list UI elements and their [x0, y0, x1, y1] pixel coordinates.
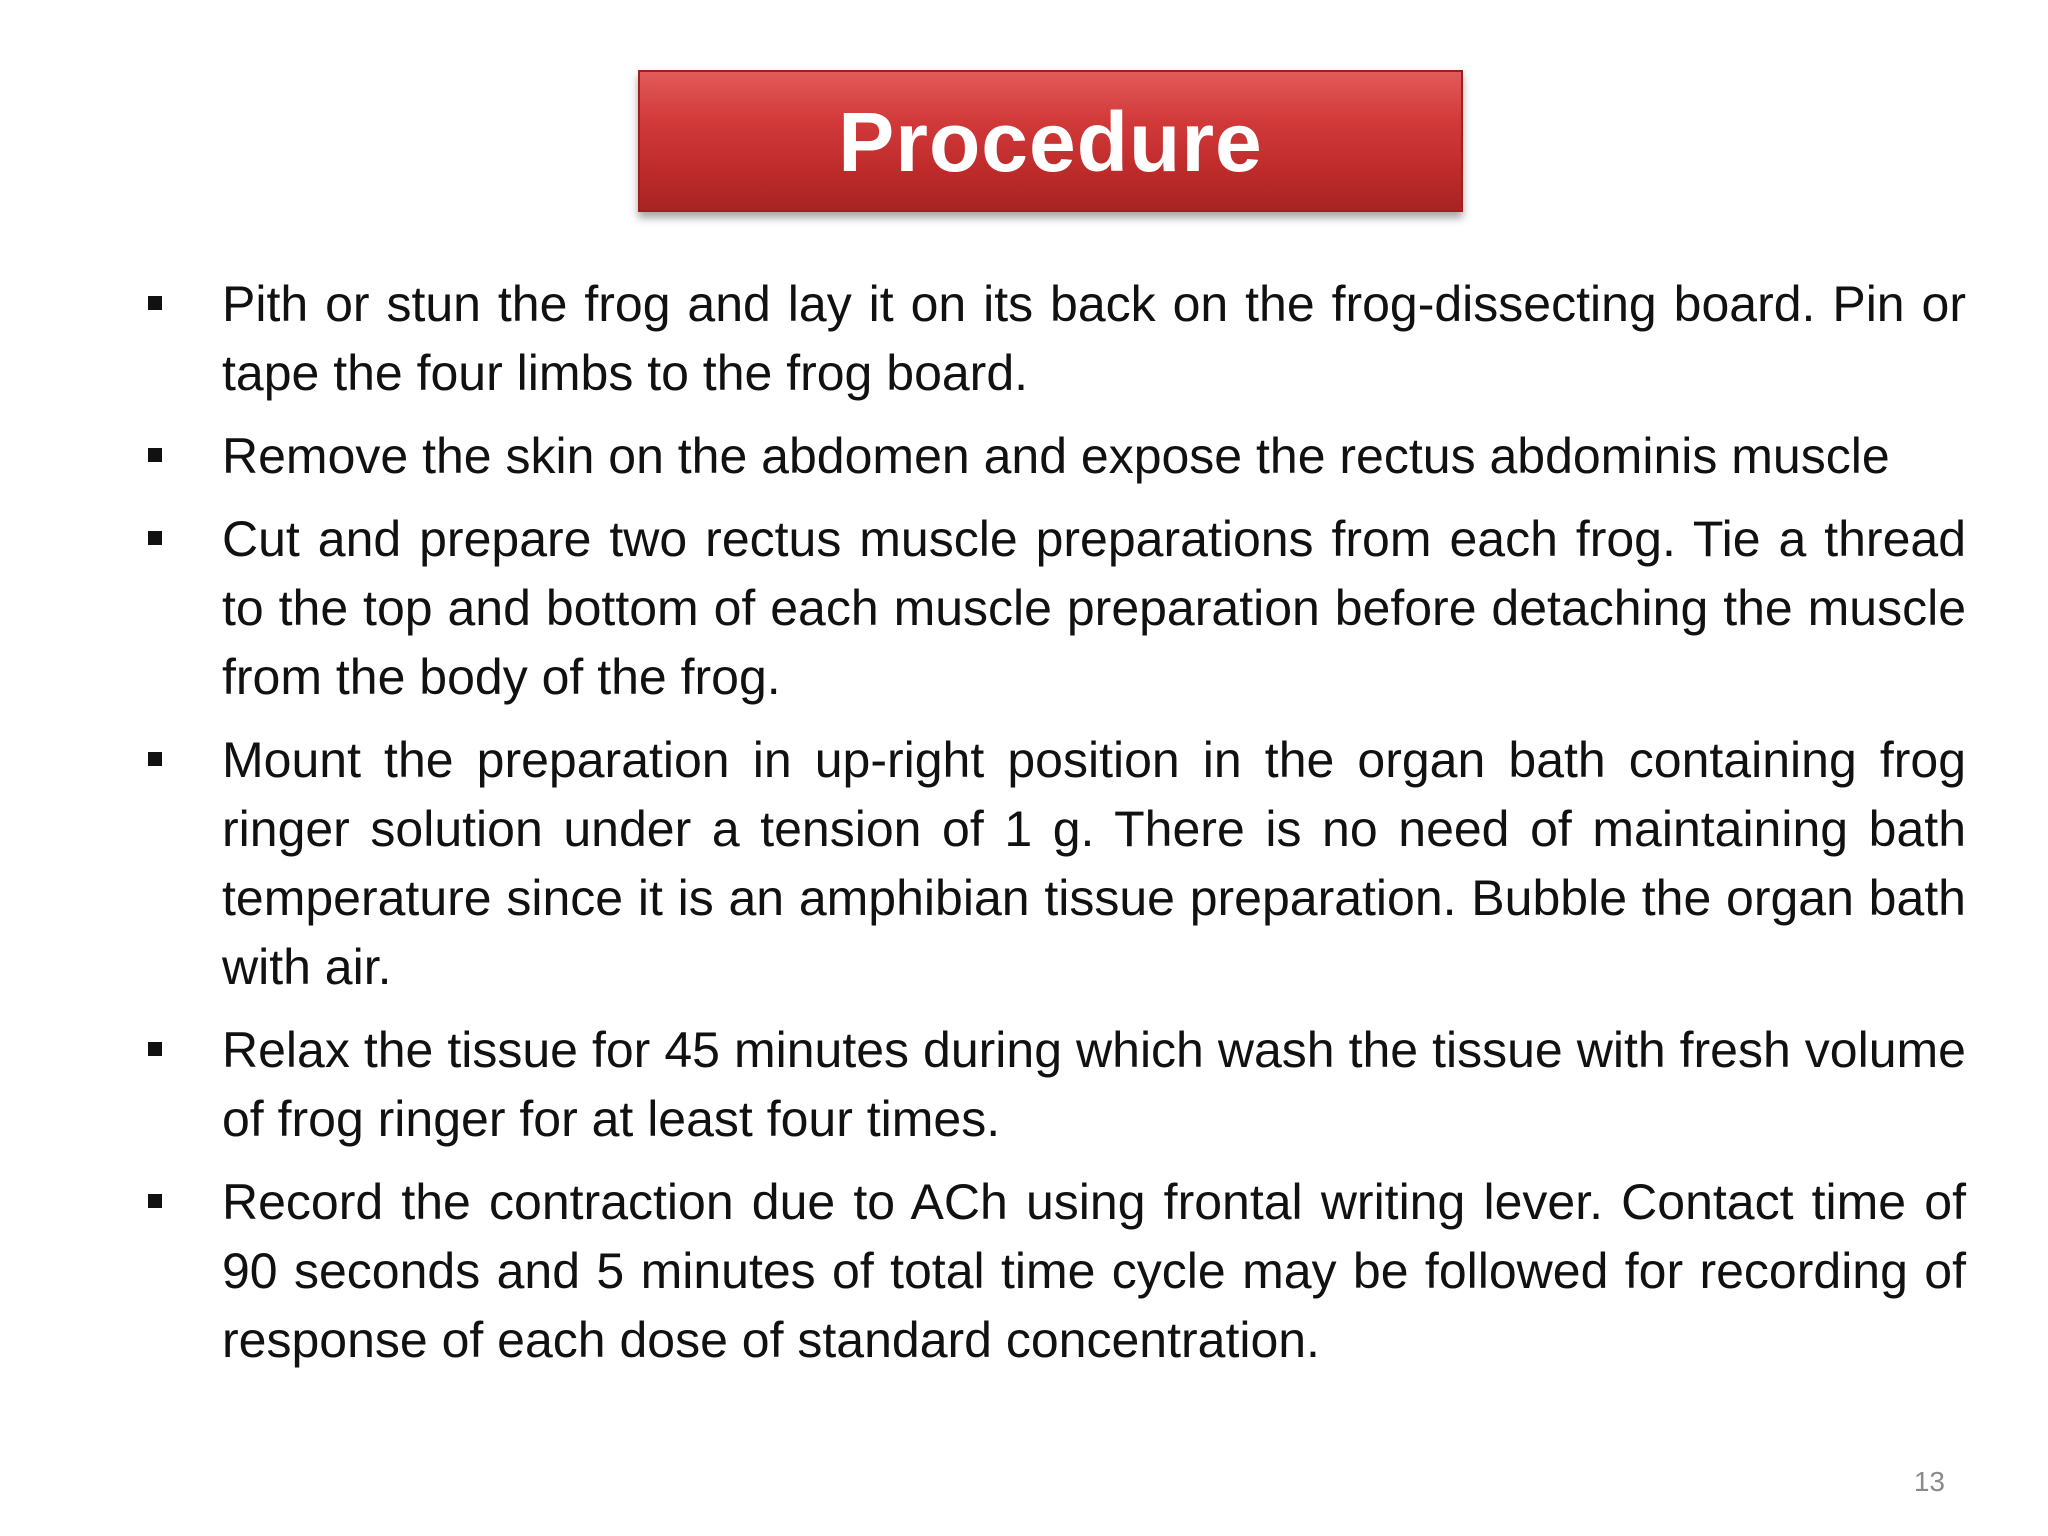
square-bullet-icon [148, 531, 162, 545]
square-bullet-icon [148, 296, 162, 310]
page-number: 13 [1913, 1466, 1945, 1497]
list-item-text: Mount the preparation in up-right position in the organ bath containing frog ringer solution under a tension of 1 g. There is no need of maintaining bath temperature since it is an amphibian tissue preparation. Bubble the organ bath with air. [222, 732, 1966, 995]
list-item [140, 505, 1966, 712]
list-item [140, 270, 1966, 408]
square-bullet-icon [148, 1042, 162, 1056]
title-banner [638, 70, 1463, 212]
list-item-text: Record the contraction due to ACh using frontal writing lever. Contact time of 90 seconds and 5 minutes of total time cycle may be followed for recording of response of each dose of standard concentration. [222, 1174, 1966, 1368]
procedure-list [140, 270, 1966, 1389]
list-item [140, 422, 1966, 491]
list-item [140, 726, 1966, 1002]
list-item-text: Cut and prepare two rectus muscle preparations from each frog. Tie a thread to the top and bottom of each muscle preparation before detaching the muscle from the body of the frog. [222, 511, 1966, 705]
square-bullet-icon [148, 752, 162, 766]
list-item-text: Remove the skin on the abdomen and expose the rectus abdominis muscle [222, 428, 1890, 484]
list-item-text: Relax the tissue for 45 minutes during which wash the tissue with fresh volume of frog ringer for at least four times. [222, 1022, 1966, 1147]
list-item-text: Pith or stun the frog and lay it on its back on the frog-dissecting board. Pin or tape the four limbs to the frog board. [222, 276, 1966, 401]
square-bullet-icon [148, 448, 162, 462]
list-item [140, 1016, 1966, 1154]
list-item [140, 1168, 1966, 1375]
page-title: Procedure [838, 95, 1263, 189]
square-bullet-icon [148, 1194, 162, 1208]
